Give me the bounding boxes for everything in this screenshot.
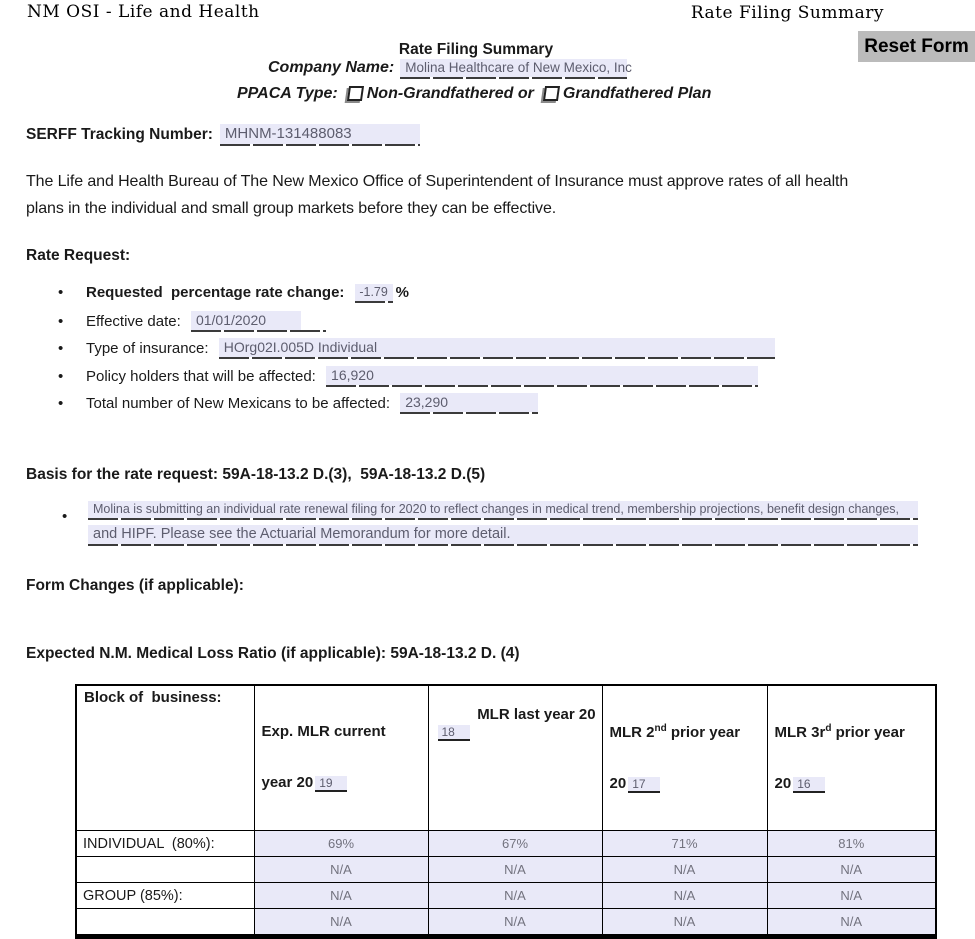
total-new-mexicans-label: Total number of New Mexicans to be affected: <box>86 395 395 412</box>
company-name-label: Company Name: <box>268 59 395 76</box>
basis-text-line1-field[interactable] <box>88 501 918 518</box>
company-name-value: Molina Healthcare of New Mexico, Inc <box>400 59 627 77</box>
row-label-blank <box>76 857 254 883</box>
mlr-cell[interactable]: 81% <box>767 831 936 857</box>
mlr-cell[interactable]: N/A <box>428 857 602 883</box>
row-label-blank <box>76 909 254 937</box>
header-mlr-3rd-prior <box>767 685 936 831</box>
bullet-type-of-insurance <box>58 338 775 357</box>
basis-heading <box>26 466 485 484</box>
mlr-cell[interactable]: N/A <box>254 857 428 883</box>
mlr-cell[interactable]: N/A <box>602 857 767 883</box>
serff-tracking-row <box>26 124 420 144</box>
bullet-icon: • <box>58 395 64 412</box>
policy-holders-label: Policy holders that will be affected: <box>86 368 321 385</box>
mlr-cell[interactable]: N/A <box>767 883 936 909</box>
mlr-cell[interactable]: N/A <box>767 857 936 883</box>
year-field-current[interactable] <box>315 776 347 792</box>
header-mlr-3rd-line2: 20 <box>774 775 792 792</box>
form-changes-heading: Form Changes (if applicable): <box>26 577 244 594</box>
ppaca-type-label: PPACA Type: <box>237 85 338 102</box>
year-3rd-prior-value: 16 <box>797 777 811 791</box>
header-exp-mlr-line2: year 20 <box>261 774 314 791</box>
serff-tracking-field[interactable] <box>220 124 420 144</box>
mlr-cell[interactable]: N/A <box>767 909 936 937</box>
header-left-title: NM OSI - Life and Health <box>27 2 260 22</box>
page-title: Rate Filing Summary <box>398 41 554 58</box>
year-2nd-prior-value: 17 <box>632 777 646 791</box>
bullet-policy-holders <box>58 366 758 385</box>
mlr-cell[interactable]: N/A <box>254 909 428 937</box>
serff-tracking-value: MHNM-131488083 <box>220 124 420 144</box>
checkbox-icon-grandfathered[interactable] <box>543 86 560 101</box>
basis-citation: 59A-18-13.2 D.(3), 59A-18-13.2 D.(5) <box>222 466 486 483</box>
header-block-of-business: Block of business: <box>76 685 254 831</box>
mlr-cell[interactable]: N/A <box>602 909 767 937</box>
mlr-table-header-row <box>76 685 936 831</box>
basis-text-line2-field[interactable] <box>88 525 918 544</box>
year-field-3rd-prior[interactable] <box>793 777 825 793</box>
reset-form-button[interactable]: Reset Form <box>858 31 975 62</box>
table-row-blank-2 <box>76 909 936 937</box>
policy-holders-value: 16,920 <box>326 366 758 385</box>
basis-text-line1: Molina is submitting an individual rate renewal filing for 2020 to reflect changes in medical trend, membership projections, benefit design changes, <box>88 501 918 518</box>
checkbox-icon-non-grandfathered[interactable] <box>347 86 364 101</box>
header-mlr-last-year-text: MLR last year 20 <box>477 706 596 723</box>
header-mlr-3rd-rest: prior year <box>831 724 905 741</box>
mlr-cell[interactable]: 67% <box>428 831 602 857</box>
effective-date-value: 01/01/2020 <box>191 311 301 330</box>
total-new-mexicans-value: 23,290 <box>400 393 538 412</box>
table-row-blank-1 <box>76 857 936 883</box>
company-name-field[interactable] <box>400 59 632 77</box>
year-last-value: 18 <box>441 725 455 739</box>
mlr-cell[interactable]: 71% <box>602 831 767 857</box>
bullet-effective-date <box>58 311 326 330</box>
header-mlr-last-year <box>428 685 602 831</box>
row-label-group: GROUP (85%): <box>76 883 254 909</box>
bullet-icon: • <box>62 508 68 525</box>
basis-label: Basis for the rate request: <box>26 466 223 483</box>
bullet-icon: • <box>58 284 64 301</box>
company-name-row <box>268 59 632 77</box>
grandfathered-label: Grandfathered Plan <box>562 85 712 102</box>
bullet-icon: • <box>58 368 64 385</box>
rate-request-heading: Rate Request: <box>26 247 131 264</box>
rate-change-value: -1.79 <box>355 284 393 301</box>
header-mlr-2nd-sup: nd <box>654 723 667 734</box>
mlr-cell[interactable]: N/A <box>602 883 767 909</box>
basis-text-field[interactable] <box>88 501 918 544</box>
year-current-value: 19 <box>319 776 333 790</box>
expected-mlr-citation: 59A-18-13.2 D. (4) <box>390 645 520 662</box>
ppaca-type-row <box>237 85 711 103</box>
policy-holders-field[interactable] <box>326 366 758 385</box>
row-label-individual: INDIVIDUAL (80%): <box>76 831 254 857</box>
bullet-icon: • <box>58 313 64 330</box>
rate-change-label: Requested percentage rate change: <box>86 284 349 301</box>
percent-sign: % <box>395 284 409 301</box>
type-of-insurance-label: Type of insurance: <box>86 340 213 357</box>
header-mlr-2nd-rest: prior year <box>666 724 741 741</box>
basis-text-line2: and HIPF. Please see the Actuarial Memorandum for more detail. <box>88 525 918 544</box>
bullet-rate-change <box>58 284 409 301</box>
header-mlr-3rd-sup: d <box>825 723 832 734</box>
mlr-cell[interactable]: 69% <box>254 831 428 857</box>
mlr-cell[interactable]: N/A <box>428 883 602 909</box>
non-grandfathered-label: Non-Grandfathered or <box>366 85 534 102</box>
type-of-insurance-value: HOrg02I.005D Individual <box>219 338 775 357</box>
expected-mlr-label: Expected N.M. Medical Loss Ratio (if applicable): <box>26 645 391 662</box>
table-row-individual <box>76 831 936 857</box>
bullet-total-new-mexicans <box>58 393 538 412</box>
total-new-mexicans-field[interactable] <box>400 393 538 412</box>
mlr-cell[interactable]: N/A <box>428 909 602 937</box>
effective-date-label: Effective date: <box>86 313 185 330</box>
mlr-cell[interactable]: N/A <box>254 883 428 909</box>
header-mlr-2nd-line2: 20 <box>609 775 627 792</box>
header-exp-mlr-line1: Exp. MLR current <box>261 723 386 740</box>
header-mlr-3rd-base: MLR 3r <box>774 724 826 741</box>
year-field-2nd-prior[interactable] <box>628 777 660 793</box>
type-of-insurance-field[interactable] <box>219 338 775 357</box>
header-mlr-2nd-prior <box>602 685 767 831</box>
table-row-group <box>76 883 936 909</box>
mlr-table <box>75 684 937 939</box>
bullet-icon: • <box>58 340 64 357</box>
header-right-title: Rate Filing Summary <box>690 3 884 23</box>
header-mlr-2nd-base: MLR 2 <box>609 724 655 741</box>
rate-change-field[interactable] <box>355 284 393 301</box>
intro-paragraph: The Life and Health Bureau of The New Mexico Office of Superintendent of Insurance must approve rates of all health plans in the individual and small group markets before they can be effective. <box>26 173 849 217</box>
serff-label: SERFF Tracking Number: <box>26 126 213 143</box>
header-exp-mlr-current <box>254 685 428 831</box>
year-field-last[interactable] <box>438 725 470 741</box>
effective-date-field[interactable] <box>191 311 326 330</box>
expected-mlr-heading <box>26 645 520 663</box>
